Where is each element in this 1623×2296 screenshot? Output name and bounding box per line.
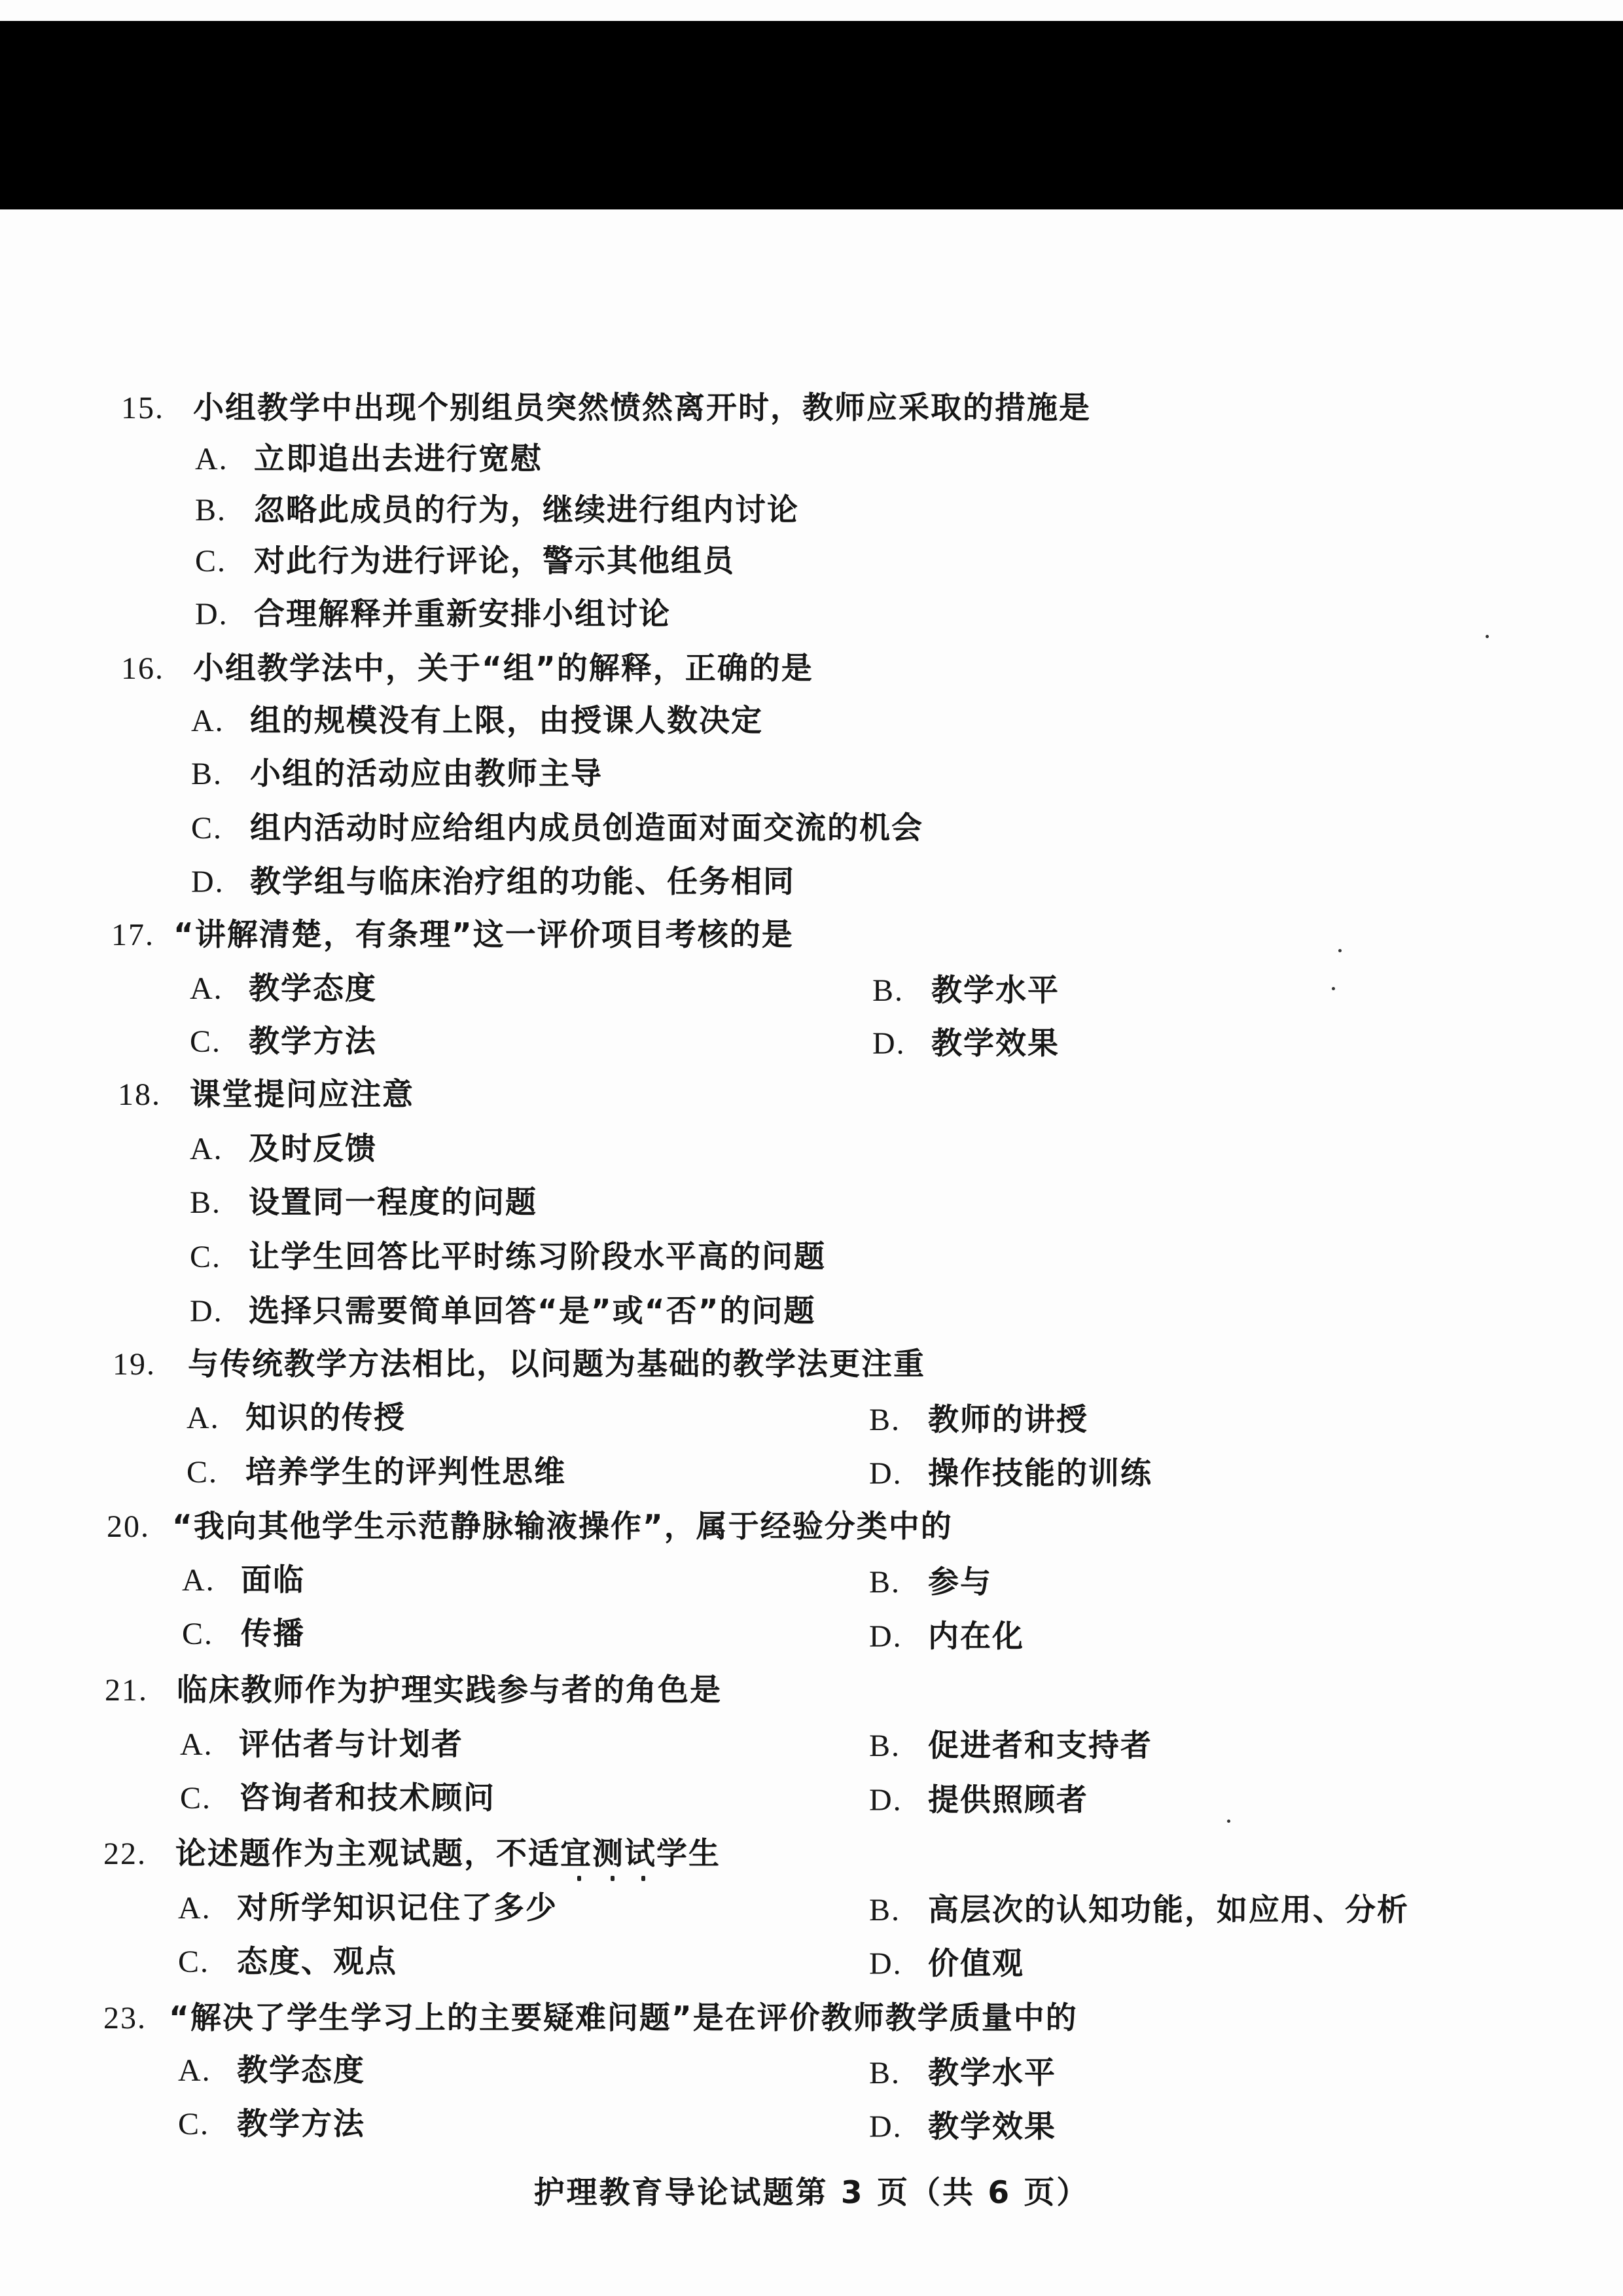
option-label: B. [191, 757, 223, 791]
option-text: 传播 [241, 1616, 305, 1652]
question-17-stem [111, 916, 794, 955]
option-label: A. [187, 1401, 220, 1435]
question-text: 与传统教学方法相比，以问题为基础的教学法更注重 [188, 1346, 925, 1382]
option-text: 教学方法 [237, 2106, 365, 2142]
option-text: 对此行为进行评论，警示其他组员 [254, 543, 735, 579]
question-18-option-c [190, 1238, 826, 1277]
question-21-option-c [180, 1779, 495, 1818]
question-21-option-a [180, 1725, 463, 1765]
question-23-option-c [178, 2105, 365, 2144]
question-16-option-a [191, 702, 763, 741]
option-text: 组的规模没有上限，由授课人数决定 [250, 703, 763, 739]
option-text: 提供照顾者 [928, 1782, 1088, 1818]
question-text: “解决了学生学习上的主要疑难问题”是在评价教师教学质量中的 [169, 2000, 1078, 2036]
scan-speck [1338, 949, 1342, 952]
question-20-option-d [869, 1617, 1024, 1657]
question-text: “我向其他学生示范静脉输液操作”，属于经验分类中的 [172, 1509, 953, 1545]
question-number: 23. [103, 2001, 147, 2036]
option-label: C. [182, 1617, 214, 1651]
option-text: 教学效果 [928, 2109, 1056, 2145]
question-20-option-b [869, 1563, 992, 1602]
option-label: C. [178, 1945, 210, 1979]
question-15-option-d [195, 595, 671, 634]
option-label: A. [178, 1891, 211, 1926]
scan-speck [1227, 1820, 1230, 1823]
option-label: C. [191, 811, 223, 846]
option-text: 知识的传授 [245, 1400, 406, 1436]
option-text: 教学效果 [931, 1026, 1060, 1062]
question-16-option-c [191, 809, 923, 848]
option-text: 组内活动时应给组内成员创造面对面交流的机会 [250, 810, 923, 846]
question-19-option-c [187, 1453, 566, 1492]
question-22-stem [103, 1835, 721, 1874]
option-text: 教学态度 [237, 2053, 365, 2089]
scan-speck [1486, 635, 1489, 638]
option-label: A. [178, 2053, 211, 2088]
emphasis-dot [577, 1876, 581, 1881]
question-15-option-b [195, 491, 799, 530]
option-text: 参与 [928, 1564, 992, 1600]
option-label: B. [195, 493, 227, 528]
question-22-option-b [869, 1891, 1409, 1930]
option-text: 促进者和支持者 [928, 1728, 1152, 1764]
question-17-option-a [190, 969, 377, 1009]
question-15-stem [121, 389, 1091, 428]
option-text: 忽略此成员的行为，继续进行组内讨论 [254, 492, 799, 528]
option-text: 内在化 [928, 1619, 1024, 1655]
option-label: C. [190, 1024, 222, 1059]
option-label: D. [869, 1783, 902, 1818]
question-16-option-d [191, 863, 795, 902]
question-number: 18. [118, 1077, 161, 1112]
option-label: D. [872, 1026, 906, 1061]
question-18-option-a [190, 1130, 377, 1169]
option-text: 教学组与临床治疗组的功能、任务相同 [250, 864, 795, 900]
option-label: C. [195, 544, 227, 579]
option-text: 教学态度 [249, 971, 377, 1007]
option-label: A. [180, 1727, 213, 1762]
option-label: A. [195, 442, 228, 476]
option-text: 面临 [241, 1562, 305, 1598]
option-label: B. [869, 1565, 901, 1600]
option-label: B. [869, 1893, 901, 1928]
option-text: 小组的活动应由教师主导 [250, 756, 603, 792]
emphasis-dot [611, 1876, 615, 1881]
option-label: B. [869, 1729, 901, 1763]
question-21-option-b [869, 1727, 1152, 1766]
question-18-option-b [190, 1183, 537, 1223]
option-label: B. [869, 2056, 901, 2090]
question-17-option-d [872, 1024, 1060, 1064]
question-15-option-c [195, 542, 735, 581]
question-20-option-c [182, 1615, 305, 1654]
option-label: C. [187, 1455, 219, 1490]
question-number: 20. [107, 1509, 150, 1544]
option-text: 态度、观点 [237, 1944, 397, 1980]
option-label: D. [195, 597, 228, 632]
question-16-option-b [191, 755, 603, 794]
question-23-option-a [178, 2051, 365, 2090]
question-22-option-a [178, 1889, 558, 1928]
option-text: 教学方法 [249, 1024, 377, 1060]
option-text: 高层次的认知功能，如应用、分析 [928, 1892, 1409, 1928]
option-text: 咨询者和技术顾问 [239, 1780, 495, 1816]
page-footer: 护理教育导论试题第 3 页（共 6 页） [533, 2175, 1090, 2211]
question-number: 16. [121, 651, 164, 686]
question-16-stem [121, 649, 813, 689]
question-number: 17. [111, 918, 154, 952]
option-label: C. [178, 2107, 210, 2142]
option-label: B. [190, 1185, 222, 1220]
question-18-stem [118, 1075, 414, 1115]
option-text: 及时反馈 [249, 1131, 377, 1167]
option-text: 让学生回答比平时练习阶段水平高的问题 [249, 1239, 826, 1275]
question-20-option-a [182, 1561, 305, 1600]
question-23-stem [103, 1999, 1078, 2038]
emphasis-dot [641, 1876, 645, 1881]
option-label: D. [869, 1456, 902, 1491]
option-label: C. [190, 1240, 222, 1274]
option-text: 立即追出去进行宽慰 [254, 441, 543, 477]
question-19-option-b [869, 1401, 1088, 1440]
option-text: 教学水平 [928, 2055, 1056, 2091]
question-text: 课堂提问应注意 [190, 1077, 414, 1113]
option-text: 合理解释并重新安排小组讨论 [254, 596, 671, 632]
question-text: 论述题作为主观试题， [175, 1836, 496, 1872]
option-label: A. [191, 704, 224, 738]
option-text: 价值观 [928, 1946, 1024, 1982]
emphasized-text: 不适宜 [496, 1836, 592, 1872]
option-label: A. [190, 971, 223, 1006]
option-label: D. [869, 2109, 902, 2144]
option-label: D. [869, 1946, 902, 1981]
redacted-header-block [0, 21, 1623, 209]
question-number: 21. [105, 1673, 148, 1708]
question-19-stem [113, 1345, 925, 1384]
question-20-stem [107, 1507, 953, 1547]
question-19-option-d [869, 1454, 1152, 1494]
question-17-option-c [190, 1022, 377, 1062]
option-text: 教师的讲授 [928, 1402, 1088, 1438]
question-number: 22. [103, 1837, 147, 1871]
question-23-option-b [869, 2054, 1056, 2093]
question-text: 临床教师作为护理实践参与者的角色是 [177, 1672, 722, 1708]
question-22-option-d [869, 1945, 1024, 1984]
option-label: A. [182, 1563, 215, 1598]
question-text: 小组教学法中，关于“组”的解释，正确的是 [193, 651, 813, 687]
question-text: “讲解清楚，有条理”这一评价项目考核的是 [173, 917, 794, 953]
scan-speck [1332, 987, 1335, 990]
question-number: 15. [121, 391, 164, 425]
question-23-option-d [869, 2108, 1056, 2147]
question-19-option-a [187, 1399, 406, 1438]
question-15-option-a [195, 440, 543, 479]
option-text: 培养学生的评判性思维 [245, 1454, 566, 1490]
option-text: 对所学知识记住了多少 [237, 1890, 558, 1926]
option-label: B. [869, 1403, 901, 1437]
option-label: C. [180, 1781, 212, 1816]
question-text-end: 测试学生 [592, 1836, 721, 1872]
option-text: 评估者与计划者 [239, 1727, 463, 1763]
question-21-stem [105, 1671, 722, 1710]
option-label: B. [872, 973, 904, 1008]
question-number: 19. [113, 1347, 156, 1382]
question-text: 小组教学中出现个别组员突然愤然离开时，教师应采取的措施是 [193, 390, 1091, 426]
option-label: D. [869, 1619, 902, 1654]
option-text: 操作技能的训练 [928, 1456, 1152, 1492]
option-text: 教学水平 [931, 973, 1060, 1009]
question-18-option-d [190, 1292, 816, 1331]
question-17-option-b [872, 971, 1060, 1011]
option-text: 设置同一程度的问题 [249, 1185, 537, 1221]
option-label: A. [190, 1132, 223, 1166]
question-21-option-d [869, 1781, 1088, 1820]
question-22-option-c [178, 1943, 397, 1982]
option-label: D. [191, 865, 224, 899]
option-text: 选择只需要简单回答“是”或“否”的问题 [249, 1293, 816, 1329]
option-label: D. [190, 1294, 223, 1329]
